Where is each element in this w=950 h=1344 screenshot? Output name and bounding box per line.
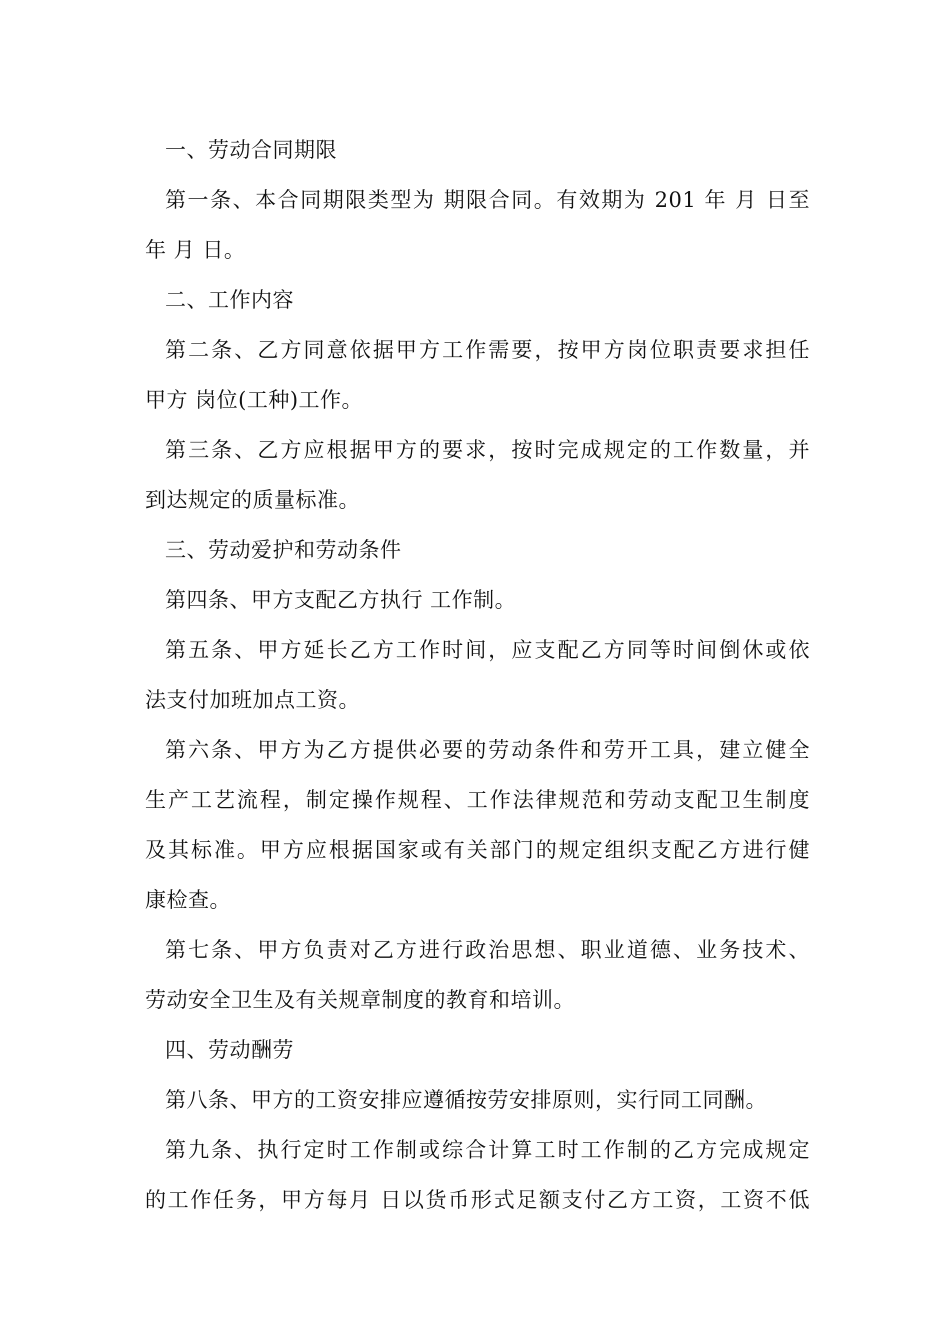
article-6-line-3: 及其标准。甲方应根据国家或有关部门的规定组织支配乙方进行健 <box>145 838 810 862</box>
article-3-line-1: 第三条、乙方应根据甲方的要求，按时完成规定的工作数量，并 <box>165 438 810 462</box>
article-3-line-2: 到达规定的质量标准。 <box>145 488 360 512</box>
section-heading-work-content: 二、工作内容 <box>165 288 294 312</box>
section-heading-contract-term: 一、劳动合同期限 <box>165 138 337 162</box>
article-1-line-1: 第一条、本合同期限类型为 期限合同。有效期为 201 年 月 日至 <box>165 188 810 212</box>
article-2-line-2: 甲方 岗位(工种)工作。 <box>145 388 364 412</box>
article-6-line-2: 生产工艺流程，制定操作规程、工作法律规范和劳动支配卫生制度 <box>145 788 810 812</box>
article-8-line-1: 第八条、甲方的工资安排应遵循按劳安排原则，实行同工同酬。 <box>165 1088 767 1112</box>
article-1-line-2: 年 月 日。 <box>145 238 246 262</box>
article-7-line-2: 劳动安全卫生及有关规章制度的教育和培训。 <box>145 988 575 1012</box>
section-heading-labor-protection: 三、劳动爱护和劳动条件 <box>165 538 402 562</box>
article-2-line-1: 第二条、乙方同意依据甲方工作需要，按甲方岗位职责要求担任 <box>165 338 810 362</box>
article-5-line-2: 法支付加班加点工资。 <box>145 688 360 712</box>
article-6-line-4: 康检查。 <box>145 888 231 912</box>
section-heading-remuneration: 四、劳动酬劳 <box>165 1038 294 1062</box>
article-4-line-1: 第四条、甲方支配乙方执行 工作制。 <box>165 588 517 612</box>
article-6-line-1: 第六条、甲方为乙方提供必要的劳动条件和劳开工具，建立健全 <box>165 738 810 762</box>
document-body <box>145 125 810 1225</box>
article-9-line-2: 的工作任务，甲方每月 日以货币形式足额支付乙方工资，工资不低 <box>145 1188 810 1212</box>
article-9-line-1: 第九条、执行定时工作制或综合计算工时工作制的乙方完成规定 <box>165 1138 810 1162</box>
article-7-line-1: 第七条、甲方负责对乙方进行政治思想、职业道德、业务技术、 <box>165 938 810 962</box>
article-5-line-1: 第五条、甲方延长乙方工作时间，应支配乙方同等时间倒休或依 <box>165 638 810 662</box>
